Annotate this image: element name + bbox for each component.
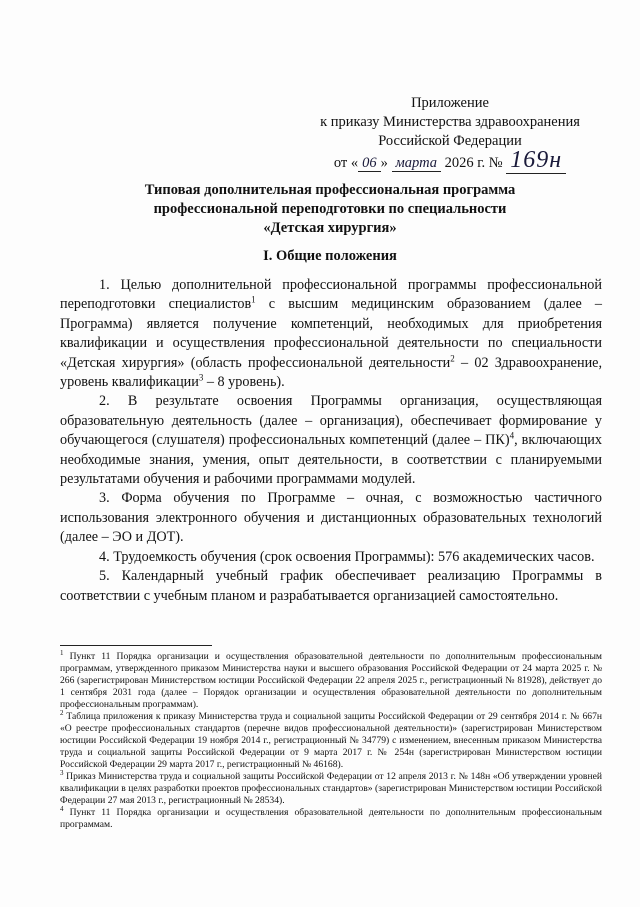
paragraph-4: 4. Трудоемкость обучения (срок освоения Программы): 576 академических часов. bbox=[99, 548, 595, 565]
footnote-mark-4: 4 bbox=[60, 804, 64, 813]
document-title bbox=[60, 181, 600, 238]
paragraph-2-text-b: , включающих необходимые знания, умения, опыт деятельности, в соответствии с планируемыми результатами обучения и рабочими программами модулей. bbox=[60, 432, 602, 488]
footnote-2 bbox=[60, 708, 602, 771]
annex-country: Российской Федерации bbox=[378, 133, 522, 149]
footnote-1 bbox=[60, 648, 602, 711]
date-prefix: от « bbox=[333, 155, 359, 171]
date-year: 2026 г. № bbox=[444, 155, 503, 171]
footnote-3 bbox=[60, 768, 602, 807]
title-line-2: профессиональной переподготовки по специальности bbox=[153, 201, 507, 217]
paragraph-1-text-d: – 8 уровень). bbox=[203, 374, 285, 391]
paragraph-2 bbox=[60, 392, 602, 489]
date-mid: » bbox=[380, 155, 388, 171]
footnote-ref-4: 4 bbox=[509, 430, 515, 441]
footnote-separator bbox=[60, 645, 212, 646]
footnote-mark-2: 2 bbox=[60, 708, 64, 717]
annex-label: Приложение bbox=[411, 95, 489, 111]
footnote-ref-3: 3 bbox=[198, 372, 204, 383]
annex-header bbox=[300, 94, 600, 173]
footnote-4 bbox=[60, 804, 602, 831]
document-body bbox=[60, 276, 602, 606]
paragraph-2-text-a: 2. В результате освоения Программы организация, осуществляющая образовательную деятельность (далее – организация), обеспечивает формирование у обучающегося (слушателя) профессиональных компетенций (далее – ПК) bbox=[60, 393, 602, 449]
handwritten-month: марта bbox=[392, 155, 441, 172]
footnotes bbox=[60, 648, 602, 831]
order-date-line bbox=[300, 147, 600, 173]
handwritten-day: 06 bbox=[358, 155, 381, 172]
footnote-ref-2: 2 bbox=[450, 352, 455, 363]
paragraph-5: 5. Календарный учебный график обеспечивает реализацию Программы в соответствии с учебным планом и разрабатывается организацией самостоятельно. bbox=[60, 568, 602, 604]
title-line-1: Типовая дополнительная профессиональная программа bbox=[144, 182, 516, 198]
paragraph-3: 3. Форма обучения по Программе – очная, с возможностью частичного использования электронного обучения и дистанционных образовательных технологий (далее – ЭО и ДОТ). bbox=[60, 490, 602, 546]
footnote-text-2: Таблица приложения к приказу Министерства труда и социальной защиты Российской Федерации от 29 сентября 2014 г. № 667н «О реестре профессиональных стандартов (перечне видов профессиональной деятельности)» (зарегистрирован Министерством юстиции Российской Федерации 19 ноября 2014 г., регистрационный № 34779) с изменением, внесенным приказом Министерства труда и социальной защиты Российской Федерации от 9 марта 2017 г. № 254н (зарегистрирован Министерством юстиции Российской Федерации 29 марта 2017 г., регистрационный № 46168). bbox=[60, 711, 602, 770]
footnote-mark-3: 3 bbox=[60, 768, 64, 777]
footnote-mark-1: 1 bbox=[60, 648, 64, 657]
paragraph-1-text-a: 1. Целью дополнительной профессиональной программы профессиональной переподготовки специалистов bbox=[60, 277, 602, 313]
annex-order-ref: к приказу Министерства здравоохранения bbox=[320, 114, 580, 130]
paragraph-1-text-c: – 02 Здравоохранение, уровень квалификации bbox=[60, 354, 603, 391]
footnote-text-1: Пункт 11 Порядка организации и осуществления образовательной деятельности по дополнительным профессиональным программам, утвержденного приказом Министерства науки и высшего образования Российской Федерации от 24 марта 2025 г. № 266 (зарегистрирован Министерством юстиции Российской Федерации 22 апреля 2025 г., регистрационный № 81928), действует до 1 сентября 2031 года (далее – Порядок организации и осуществления образовательной деятельности по дополнительным профессиональным программам). bbox=[60, 651, 602, 710]
footnote-ref-1: 1 bbox=[251, 294, 256, 305]
footnote-text-3: Приказ Министерства труда и социальной защиты Российской Федерации от 12 апреля 2013 г. № 148н «Об утверждении уровней квалификации в целях разработки проектов профессиональных стандартов» (зарегистрирован Министерством юстиции Российской Федерации 27 мая 2013 г., регистрационный № 28534). bbox=[60, 771, 602, 806]
paragraph-1-text-b: с высшим медицинским образованием (далее – Программа) является получение компетенций, необходимых для приобретения квалификации и осуществления профессиональной деятельности по специальности «Детская хирургия» (область профессиональной деятельности bbox=[60, 296, 602, 371]
section-heading: I. Общие положения bbox=[263, 248, 397, 264]
paragraph-1 bbox=[60, 276, 602, 392]
title-line-3: «Детская хирургия» bbox=[263, 220, 397, 236]
footnote-text-4: Пункт 11 Порядка организации и осуществления образовательной деятельности по дополнительным профессиональным программам. bbox=[60, 807, 602, 830]
handwritten-order-number: 169н bbox=[506, 147, 566, 174]
